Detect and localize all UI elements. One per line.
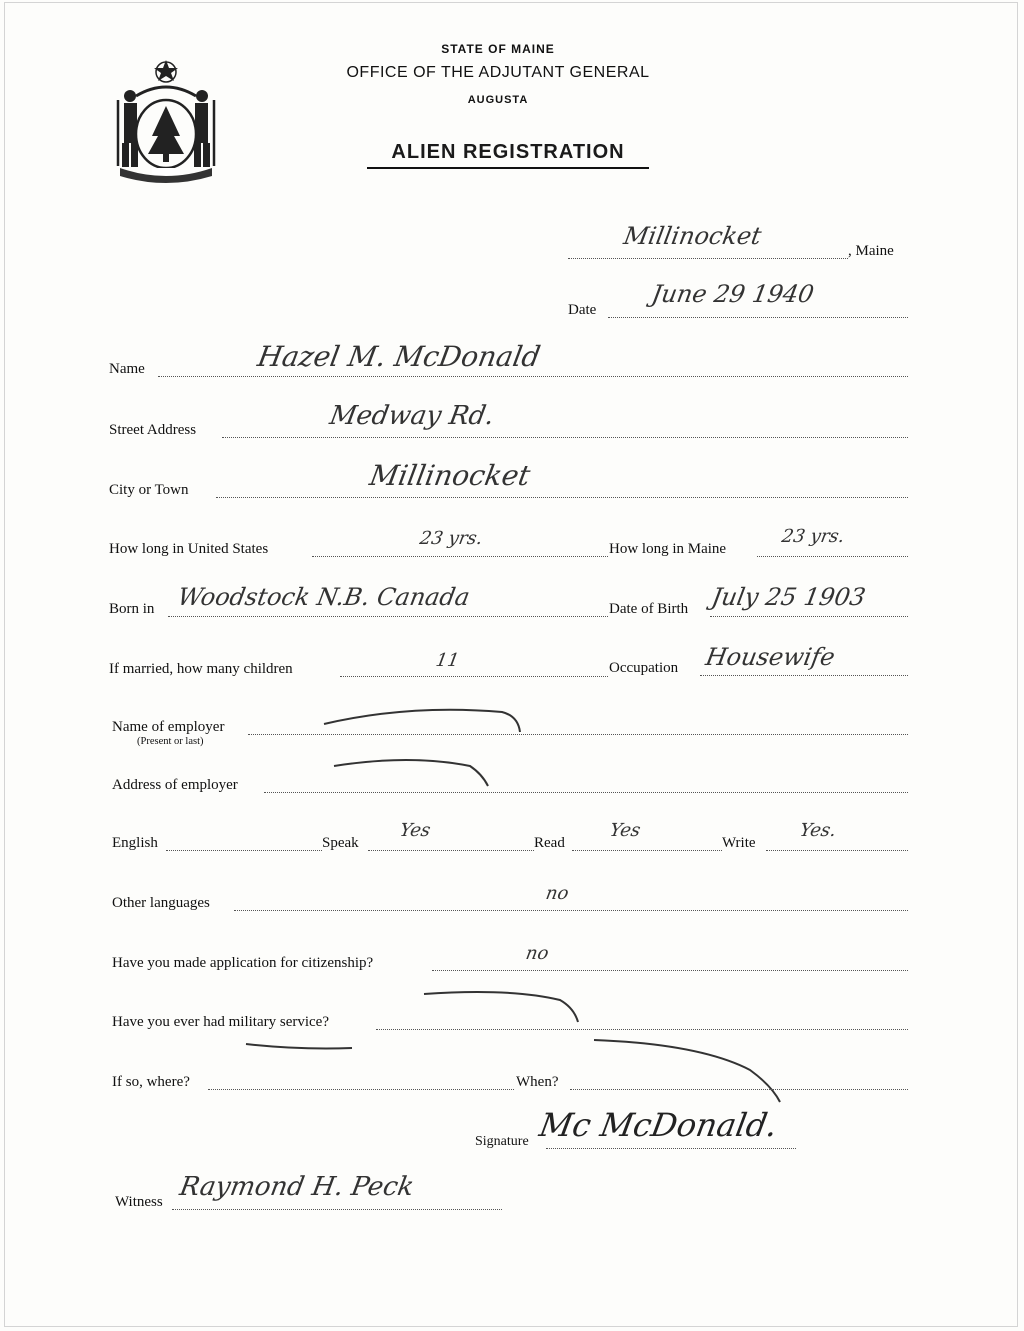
employer-address-dash-mark [330,754,500,790]
town-entry: Millinocket [621,222,764,250]
city-town-entry: Millinocket [367,459,533,492]
name-label: Name [109,361,145,377]
how-long-us-line [312,556,608,557]
english-line [166,850,322,851]
speak-entry: Yes [398,820,433,841]
header-office: OFFICE OF THE ADJUTANT GENERAL [346,64,650,81]
witness-entry: Raymond H. Peck [177,1172,417,1202]
witness-label: Witness [115,1194,163,1210]
witness-line [172,1209,502,1210]
citizenship-entry: no [524,943,551,964]
street-address-entry: Medway Rd. [327,401,497,431]
how-long-us-label: How long in United States [109,541,269,557]
born-in-line [168,616,608,617]
how-long-maine-line [757,556,908,557]
date-entry: June 29 1940 [649,280,817,308]
how-long-maine-label: How long in Maine [609,541,727,557]
employer-address-line [264,792,908,793]
other-languages-label: Other languages [112,895,210,911]
children-line [340,676,608,677]
speak-label: Speak [322,835,359,851]
maine-label: , Maine [848,243,894,259]
date-line [608,317,908,318]
speak-line [368,850,534,851]
english-label: English [112,835,158,851]
employer-address-label: Address of employer [112,777,238,793]
how-long-maine-entry: 23 yrs. [780,526,847,547]
where-line [208,1089,514,1090]
name-entry: Hazel M. McDonald [255,340,543,373]
citizenship-label: Have you made application for citizenship? [112,955,374,971]
signature-entry: Mc McDonald. [536,1106,781,1144]
where-label: If so, where? [112,1074,190,1090]
citizenship-line [432,970,908,971]
how-long-us-entry: 23 yrs. [418,528,485,549]
read-line [572,850,722,851]
where-dash-mark [240,1038,360,1054]
other-languages-line [234,910,908,911]
when-line [570,1089,908,1090]
date-of-birth-label: Date of Birth [609,601,689,617]
military-dash-mark [420,986,590,1026]
street-address-label: Street Address [109,422,197,438]
read-label: Read [534,835,565,851]
employer-name-label: Name of employer [112,719,225,735]
children-entry: 11 [434,650,461,671]
city-town-label: City or Town [109,482,189,498]
header-state: STATE OF MAINE [441,42,555,56]
write-entry: Yes. [798,820,838,841]
name-line [158,376,908,377]
military-label: Have you ever had military service? [112,1014,329,1030]
date-of-birth-line [710,616,908,617]
occupation-line [700,675,908,676]
military-line [376,1029,908,1030]
write-label: Write [722,835,756,851]
city-town-line [216,497,908,498]
street-address-line [222,437,908,438]
signature-line [546,1148,796,1149]
other-languages-entry: no [544,883,571,904]
write-line [766,850,908,851]
born-in-entry: Woodstock N.B. Canada [175,583,472,611]
occupation-label: Occupation [609,660,679,676]
employer-name-note: (Present or last) [137,736,204,747]
children-label: If married, how many children [109,661,293,677]
born-in-label: Born in [109,601,155,617]
form-title: ALIEN REGISTRATION [367,141,649,169]
header-city: AUGUSTA [467,94,529,106]
read-entry: Yes [608,820,643,841]
occupation-entry: Housewife [703,643,838,671]
town-line [568,258,848,259]
when-dash-mark [590,1036,790,1106]
when-label: When? [516,1074,559,1090]
date-label: Date [568,302,597,318]
signature-label: Signature [475,1134,529,1149]
employer-name-dash-mark [320,702,530,742]
date-of-birth-entry: July 25 1903 [709,583,868,611]
